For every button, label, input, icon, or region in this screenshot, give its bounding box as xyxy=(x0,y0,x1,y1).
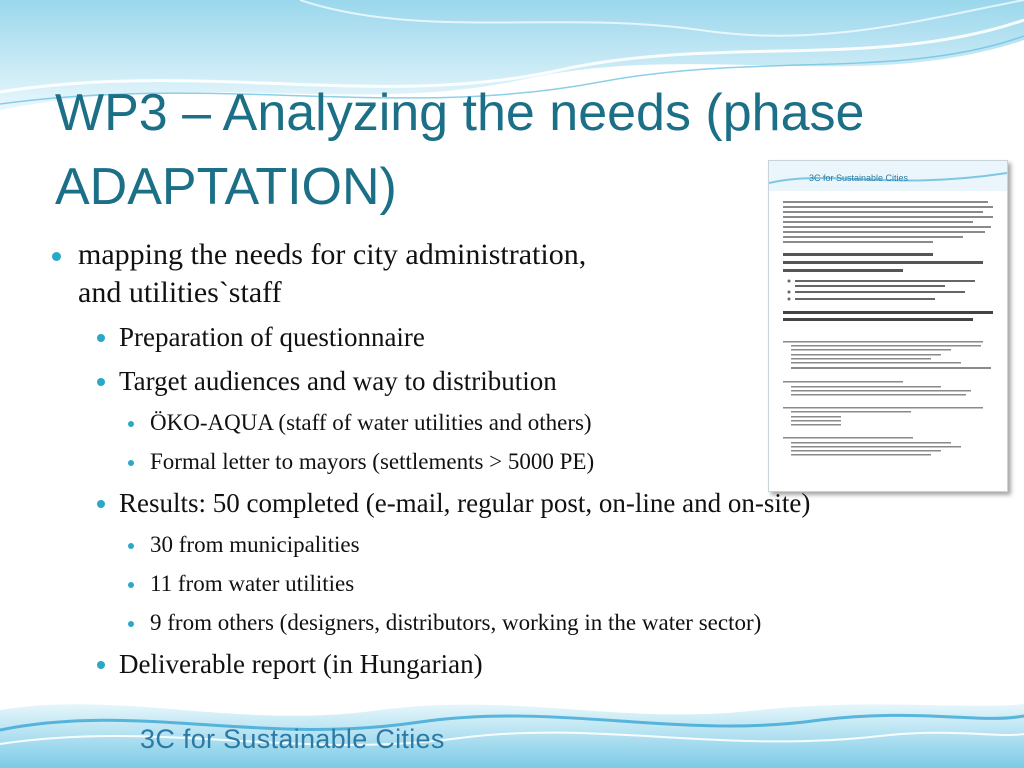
bullet-mapping-line2: and utilities`staff xyxy=(78,276,282,309)
doc-thumbnail-brand: 3C for Sustainable Cities xyxy=(809,173,909,183)
slide-title-line1: WP3 – Analyzing the needs (phase xyxy=(55,84,865,142)
bullet-others: 9 from others (designers, distributors, working in the water sector) xyxy=(150,608,998,638)
bullet-mapping-needs xyxy=(78,236,738,312)
bullet-target-audiences: Target audiences and way to distribution xyxy=(119,364,998,398)
bullet-oko-aqua: ÖKO-AQUA (staff of water utilities and others) xyxy=(150,408,998,438)
bullet-municipalities: 30 from municipalities xyxy=(150,530,998,560)
bullet-deliverable: Deliverable report (in Hungarian) xyxy=(119,647,998,681)
footer-brand-logo: 3C for Sustainable Cities xyxy=(140,724,445,754)
bullet-formal-letter: Formal letter to mayors (settlements > 5000 PE) xyxy=(150,447,998,477)
bullet-results: Results: 50 completed (e-mail, regular post, on-line and on-site) xyxy=(119,486,998,520)
bullet-water-utilities: 11 from water utilities xyxy=(150,569,998,599)
bullet-preparation: Preparation of questionnaire xyxy=(119,320,998,354)
bullet-mapping-line1: mapping the needs for city administration, xyxy=(78,238,587,271)
slide-body xyxy=(78,236,998,691)
slide-title-line2: ADAPTATION) xyxy=(55,158,397,216)
